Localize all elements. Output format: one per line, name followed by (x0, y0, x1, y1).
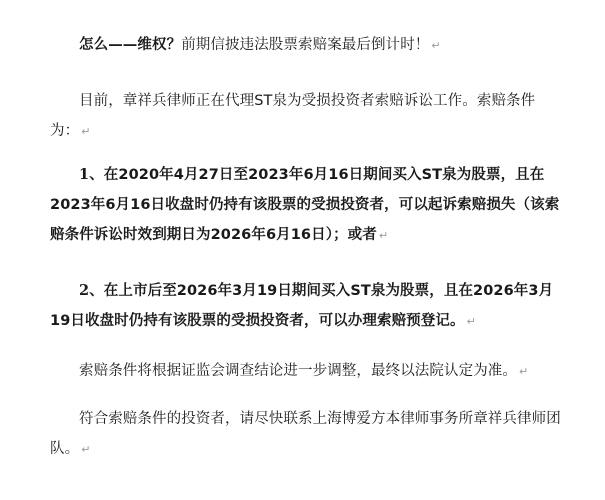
condition-1-text: 在2020年4月27日至2023年6月16日期间买入ST泉为股票，且在2023年6月16日收盘时仍持有该股票的受损投资者，可以起诉索赔损失（该索赔条件诉讼时效到期日为2026年6月16日）；或者 (50, 167, 560, 243)
article-title (50, 30, 562, 61)
title-bold-part: 怎么——维权？ (79, 37, 182, 53)
condition-1-paragraph (50, 160, 562, 251)
paragraph-mark-icon: ↵ (431, 39, 441, 52)
condition-2-text: 在上市后至2026年3月19日期间买入ST泉为股票，且在2026年3月19日收盘时仍持有该股票的受损投资者，可以办理索赔预登记。 (50, 283, 554, 329)
note-paragraph (50, 356, 562, 387)
condition-2-paragraph (50, 276, 562, 337)
contact-paragraph (50, 404, 562, 465)
condition-2-number: 2、 (79, 282, 104, 299)
paragraph-mark-icon: ↵ (378, 229, 389, 242)
note-text: 索赔条件将根据证监会调查结论进一步调整，最终以法院认定为准。 (79, 363, 517, 379)
intro-paragraph (50, 86, 562, 147)
paragraph-mark-icon: ↵ (519, 365, 529, 378)
contact-text: 符合索赔条件的投资者，请尽快联系上海博爱方本律师事务所章祥兵律师团队。 (50, 411, 561, 457)
condition-1-number: 1、 (79, 166, 104, 183)
title-normal-part: 前期信披违法股票索赔案最后倒计时！ (181, 37, 430, 53)
intro-text: 目前，章祥兵律师正在代理ST泉为受损投资者索赔诉讼工作。索赔条件为： (50, 93, 536, 139)
paragraph-mark-icon: ↵ (81, 443, 91, 456)
paragraph-mark-icon: ↵ (81, 125, 91, 138)
paragraph-mark-icon: ↵ (466, 315, 476, 328)
